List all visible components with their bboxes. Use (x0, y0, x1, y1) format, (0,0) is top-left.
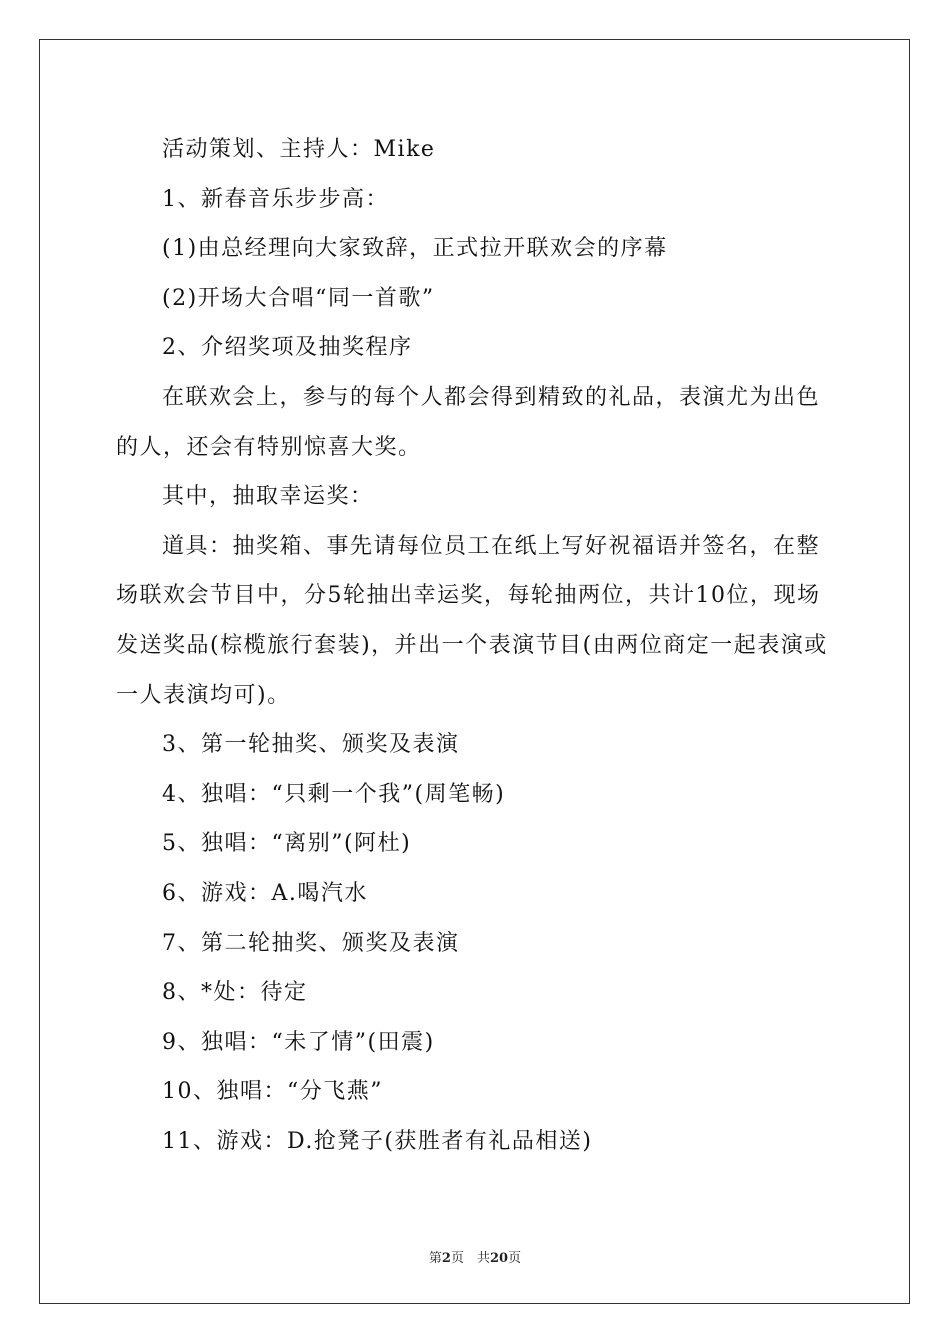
paragraph: 8、*处：待定 (162, 980, 308, 1006)
paragraph: 活动策划、主持人：Mike (162, 137, 436, 162)
paragraph: 9、独唱：“未了情”(田震) (162, 1029, 435, 1055)
paragraph: 1、新春音乐步步高： (162, 186, 389, 212)
paragraph: 其中，抽取幸运奖： (162, 484, 374, 510)
paragraph: 11、游戏：D.抢凳子(获胜者有礼品相送) (162, 1128, 593, 1154)
document-body (116, 125, 836, 1166)
paragraph: 7、第二轮抽奖、颁奖及表演 (162, 930, 460, 956)
paragraph: 6、游戏：A.喝汽水 (162, 880, 368, 906)
page-mid: 页 共 (450, 1251, 490, 1266)
paragraph: 4、独唱：“只剩一个我”(周笔畅) (162, 781, 506, 807)
paragraph: 在联欢会上，参与的每个人都会得到精致的礼品，表演尤为出色的人，还会有特别惊喜大奖。 (116, 384, 821, 460)
paragraph: 5、独唱：“离别”(阿杜) (162, 831, 412, 857)
page-total: 20 (489, 1251, 509, 1266)
page-current: 2 (441, 1251, 451, 1266)
page-prefix: 第 (428, 1251, 442, 1266)
page-footer (0, 1247, 950, 1266)
paragraph: 3、第一轮抽奖、颁奖及表演 (162, 732, 460, 758)
paragraph: (2)开场大合唱“同一首歌” (162, 285, 435, 311)
paragraph: 道具：抽奖箱、事先请每位员工在纸上写好祝福语并签名，在整场联欢会节目中，分5轮抽出幸运奖，每轮抽两位，共计10位，现场发送奖品(棕榄旅行套装)，并出一个表演节目(由两位商定一起表演或一人表演均可)。 (116, 533, 828, 708)
paragraph: 2、介绍奖项及抽奖程序 (162, 335, 413, 361)
paragraph: (1)由总经理向大家致辞，正式拉开联欢会的序幕 (162, 236, 668, 262)
page-suffix: 页 (508, 1251, 522, 1266)
paragraph: 10、独唱：“分飞燕” (162, 1079, 383, 1105)
